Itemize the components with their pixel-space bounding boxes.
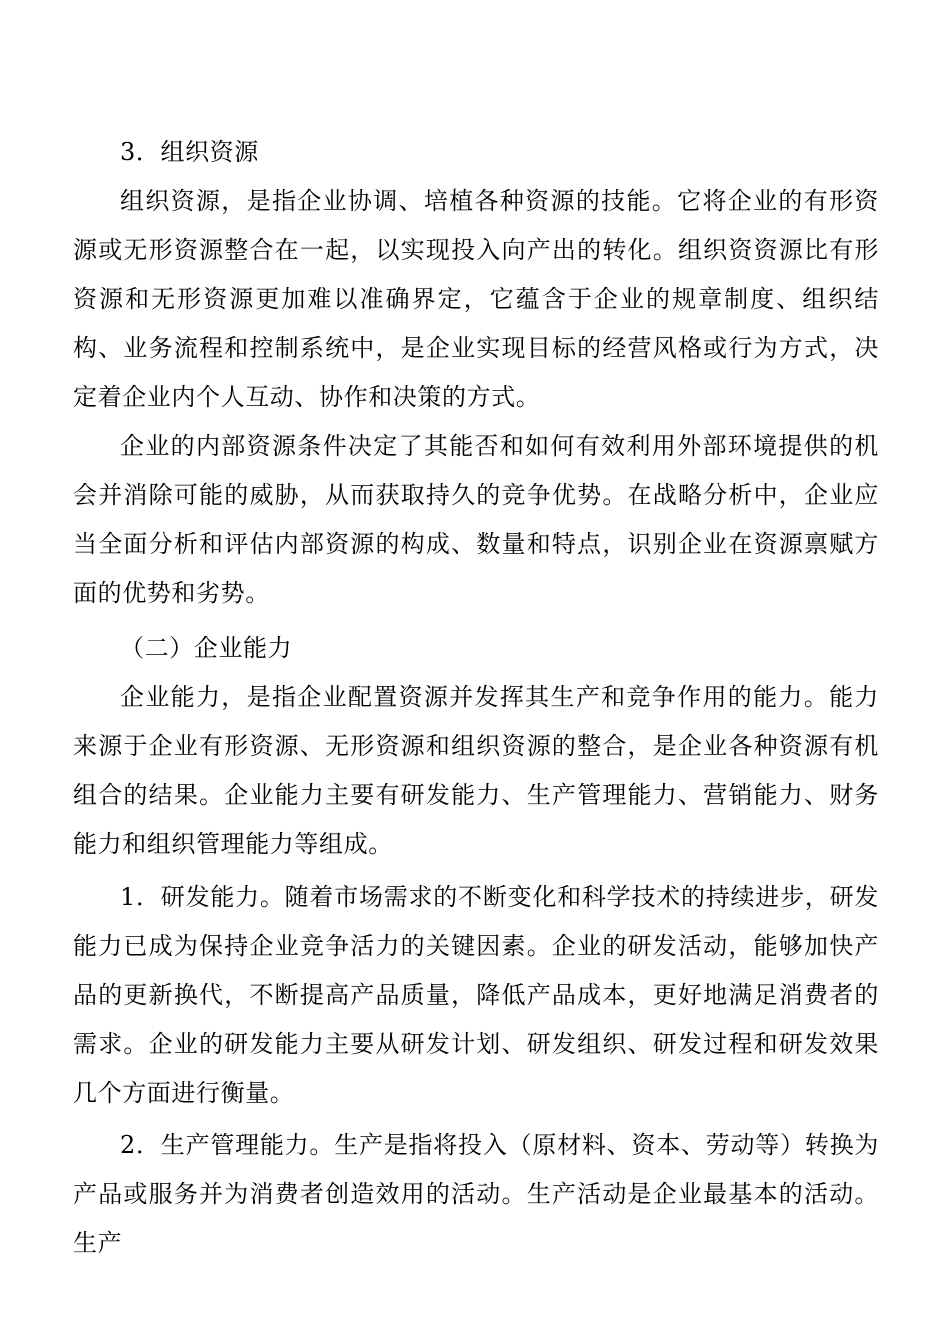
paragraph-production-capability: [73, 1121, 879, 1268]
paragraph-internal-resources: [73, 422, 879, 618]
paragraph-rd-capability: [73, 873, 879, 1118]
paragraph-text: 2．生产管理能力。生产是指将投入（原材料、资本、劳动等）转换为产品或服务并为消费者创造效用的活动。生产活动是企业最基本的活动。生产: [73, 1131, 879, 1257]
section-heading-enterprise-capability: （二）企业能力: [120, 634, 293, 662]
paragraph-text: 企业能力，是指企业配置资源并发挥其生产和竞争作用的能力。能力来源于企业有形资源、无形资源和组织资源的整合，是企业各种资源有机组合的结果。企业能力主要有研发能力、生产管理能力、营销能力、财务能力和组织管理能力等组成。: [73, 683, 879, 858]
section-heading-organizational-resources: 3．组织资源: [120, 138, 259, 166]
paragraph-text: 1．研发能力。随着市场需求的不断变化和科学技术的持续进步，研发能力已成为保持企业竞争活力的关键因素。企业的研发活动，能够加快产品的更新换代，不断提高产品质量，降低产品成本，更好地满足消费者的需求。企业的研发能力主要从研发计划、研发组织、研发过程和研发效果几个方面进行衡量。: [73, 883, 879, 1107]
paragraph-capability-definition: [73, 673, 879, 869]
paragraph-organizational-resources-definition: [73, 177, 879, 422]
paragraph-text: 组织资源，是指企业协调、培植各种资源的技能。它将企业的有形资源或无形资源整合在一起，以实现投入向产出的转化。组织资资源比有形资源和无形资源更加难以准确界定，它蕴含于企业的规章制度、组织结构、业务流程和控制系统中，是企业实现目标的经营风格或行为方式，决定着企业内个人互动、协作和决策的方式。: [73, 187, 879, 411]
paragraph-text: 企业的内部资源条件决定了其能否和如何有效利用外部环境提供的机会并消除可能的威胁，从而获取持久的竞争优势。在战略分析中，企业应当全面分析和评估内部资源的构成、数量和特点，识别企业在资源禀赋方面的优势和劣势。: [73, 432, 879, 607]
